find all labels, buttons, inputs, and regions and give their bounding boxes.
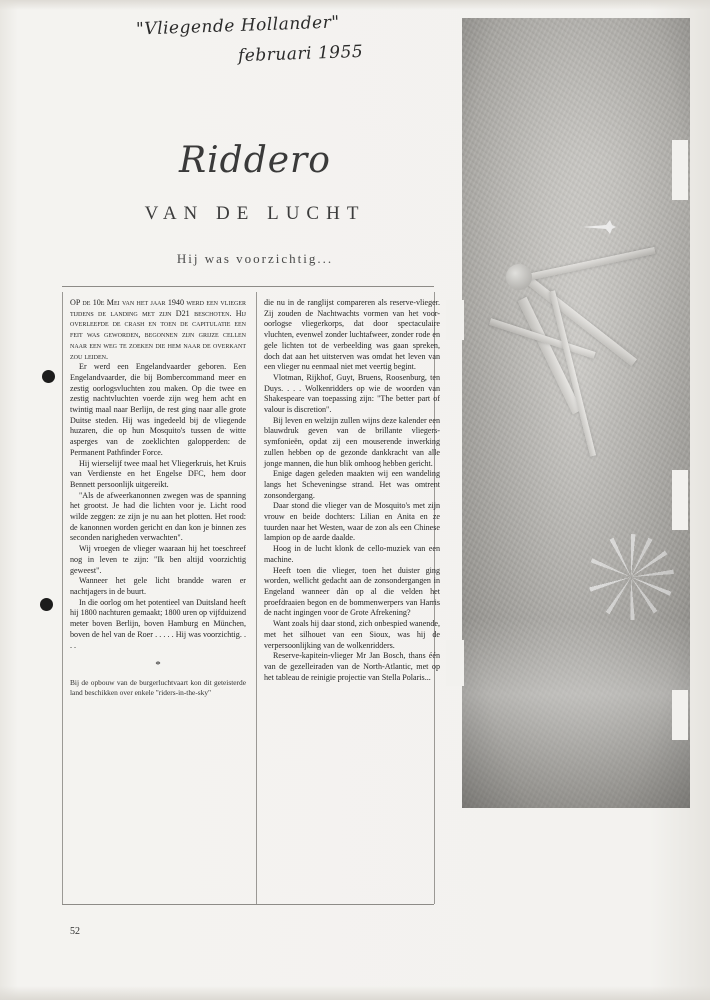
rule-vertical-middle (256, 292, 257, 904)
photo-illustration (462, 18, 690, 808)
binder-punch-hole (42, 370, 55, 383)
body-column-left (70, 298, 246, 698)
paragraph: Er werd een Engelandvaarder geboren. Een Engelandvaarder, die bij Bombercommand meer en zestig oorlogsvluchten zou maken. Op die twee en zestig nachtvluchten voerde zijn weg hem acht en twintig maal naar Berlijn, de rest ging naar alle grote Duitse steden. Hij was ingedeeld bij de vliegende huzaren, die op hun Mosquito's tussen de witte asperges van de zoeklichten galopperden: de Permanent Pathfinder Force. (70, 362, 246, 457)
footnote-text: Bij de opbouw van de burgerluchtvaart kon dit geteisterde land beschikken over enkele "riders-in-the-sky" (70, 677, 246, 697)
article-subtitle: VAN DE LUCHT (144, 203, 366, 224)
page-title: Riddero (179, 140, 331, 181)
rule-vertical-left (62, 292, 63, 904)
paragraph: Want zoals hij daar stond, zich onbespied wanende, met het silhouet van een Sioux, was hij de verpersoonlijking van de wolkenridders. (264, 619, 440, 650)
paragraph: Hij wierselijf twee maal het Vliegerkruis, het Kruis van Verdienste en het Engelse DFC, hem door Bennett persoonlijk uitgereikt. (70, 458, 246, 489)
paper-bottom-shadow (0, 986, 710, 1000)
paragraph: Daar stond die vlieger van de Mosquito's met zijn vrouw en beide dochters: Lilian en Anita en ze tuurden naar het Westen, waar de zon als een Chinese lampion op de aarde daalde. (264, 501, 440, 543)
paragraph: In die oorlog om het potentieel van Duitsland heeft hij 1800 nachturen gemaakt; 1800 uren op vijfduizend meter boven Berlijn, boven Hamburg en München, boven de hel van de Roer . . . . . Hij was voorzichtig. . . . (70, 597, 246, 650)
photo-edge-notch (672, 470, 688, 530)
paragraph: die nu in de ranglijst compareren als reserve-vlieger. Zij zouden de Nachtwachts vormen van het voor-oorlogse vliegerkorps, dat door spectaculaire vluchten, evenwel zonder luchtafweer, zonder rode en gele lichten tot de verbeelding was gaan spreken, doch dat aan het uitsterven was omdat het leven van een vlieger nu eenmaal niet met veertig begint. (264, 298, 440, 372)
paper-top-shadow (0, 0, 710, 10)
paragraph: Vlotman, Rijkhof, Guyt, Bruens, Roosenburg, ten Duys. . . . Wolkenridders op wie de woorden van Shakespeare van toepassing zijn: "The better part of valour is discretion". (264, 372, 440, 415)
paragraph: Bij leven en welzijn zullen wijns deze kalender een blauwdruk geven van de brillante vliegers-symfonieën, opdat zij een mouserende inwerking zullen hebben op de gezonde dankkracht van alle jonge mannen, die hun blik omhoog hebben gericht. (264, 415, 440, 468)
handwritten-note-date: februari 1955 (237, 41, 364, 67)
page-number: 52 (70, 926, 80, 937)
paragraph: Wij vroegen de vlieger waaraan hij het toeschreef nog in leven te zijn: "Ik ben altijd voorzichtig geweest". (70, 544, 246, 575)
photo-edge-notch (672, 140, 688, 200)
binder-punch-hole (40, 598, 53, 611)
body-column-right (264, 298, 440, 683)
photo-edge-notch (446, 300, 464, 340)
handwritten-note-title: "Vliegende Hollander" (135, 12, 340, 40)
photo-edge-notch (672, 690, 688, 740)
paragraph: Enige dagen geleden maakten wij een wandeling langs het Scheveningse strand. Het was omtrent zonsondergang. (264, 469, 440, 500)
rule-horizontal-bottom (62, 904, 434, 905)
paragraph: Heeft toen die vlieger, toen het duister ging worden, wellicht gedacht aan de zonsondergangen in Engeland wanneer dàn op al die velden het proefdraaien begon en de bommenwerpers van Harris de nacht ingingen voor de Grote Afrekening? (264, 565, 440, 618)
paragraph: Hoog in de lucht klonk de cello-muziek van een machine. (264, 544, 440, 564)
rule-horizontal-top (62, 286, 434, 287)
photo-edge-notch (446, 640, 464, 686)
paragraph: "Als de afweerkanonnen zwegen was de spanning het grootst. Je had die lichten voor je. Licht rood wilde zeggen: ze zijn je nu aan het plotten. Het rood: de kanonnen worden gericht en dan kon je binnen zes seconden narigheden verwachten". (70, 490, 246, 543)
star-divider: * (155, 659, 161, 672)
article-masthead (70, 140, 440, 267)
paragraph: Wanneer het gele licht brandde waren er nachtjagers in de buurt. (70, 576, 246, 596)
photo-vignette (462, 18, 690, 808)
paragraph: OP de 10e Mei van het jaar 1940 werd een vlieger tijdens de landing met zijn D21 beschoten. Hij overleefde de crash en toen de capitulatie een feit was geworden, begonnen zijn grijze cellen naar een weg te zoeken die hem naar de overkant zou leiden. (70, 298, 246, 361)
paragraph: Reserve-kapitein-vlieger Mr Jan Bosch, thans één van de gezelleiraden van de North-Atlantic, met op het tableau de reinigie projectie van Stella Polaris... (264, 651, 440, 682)
article-strapline: Hij was voorzichtig... (176, 251, 334, 266)
